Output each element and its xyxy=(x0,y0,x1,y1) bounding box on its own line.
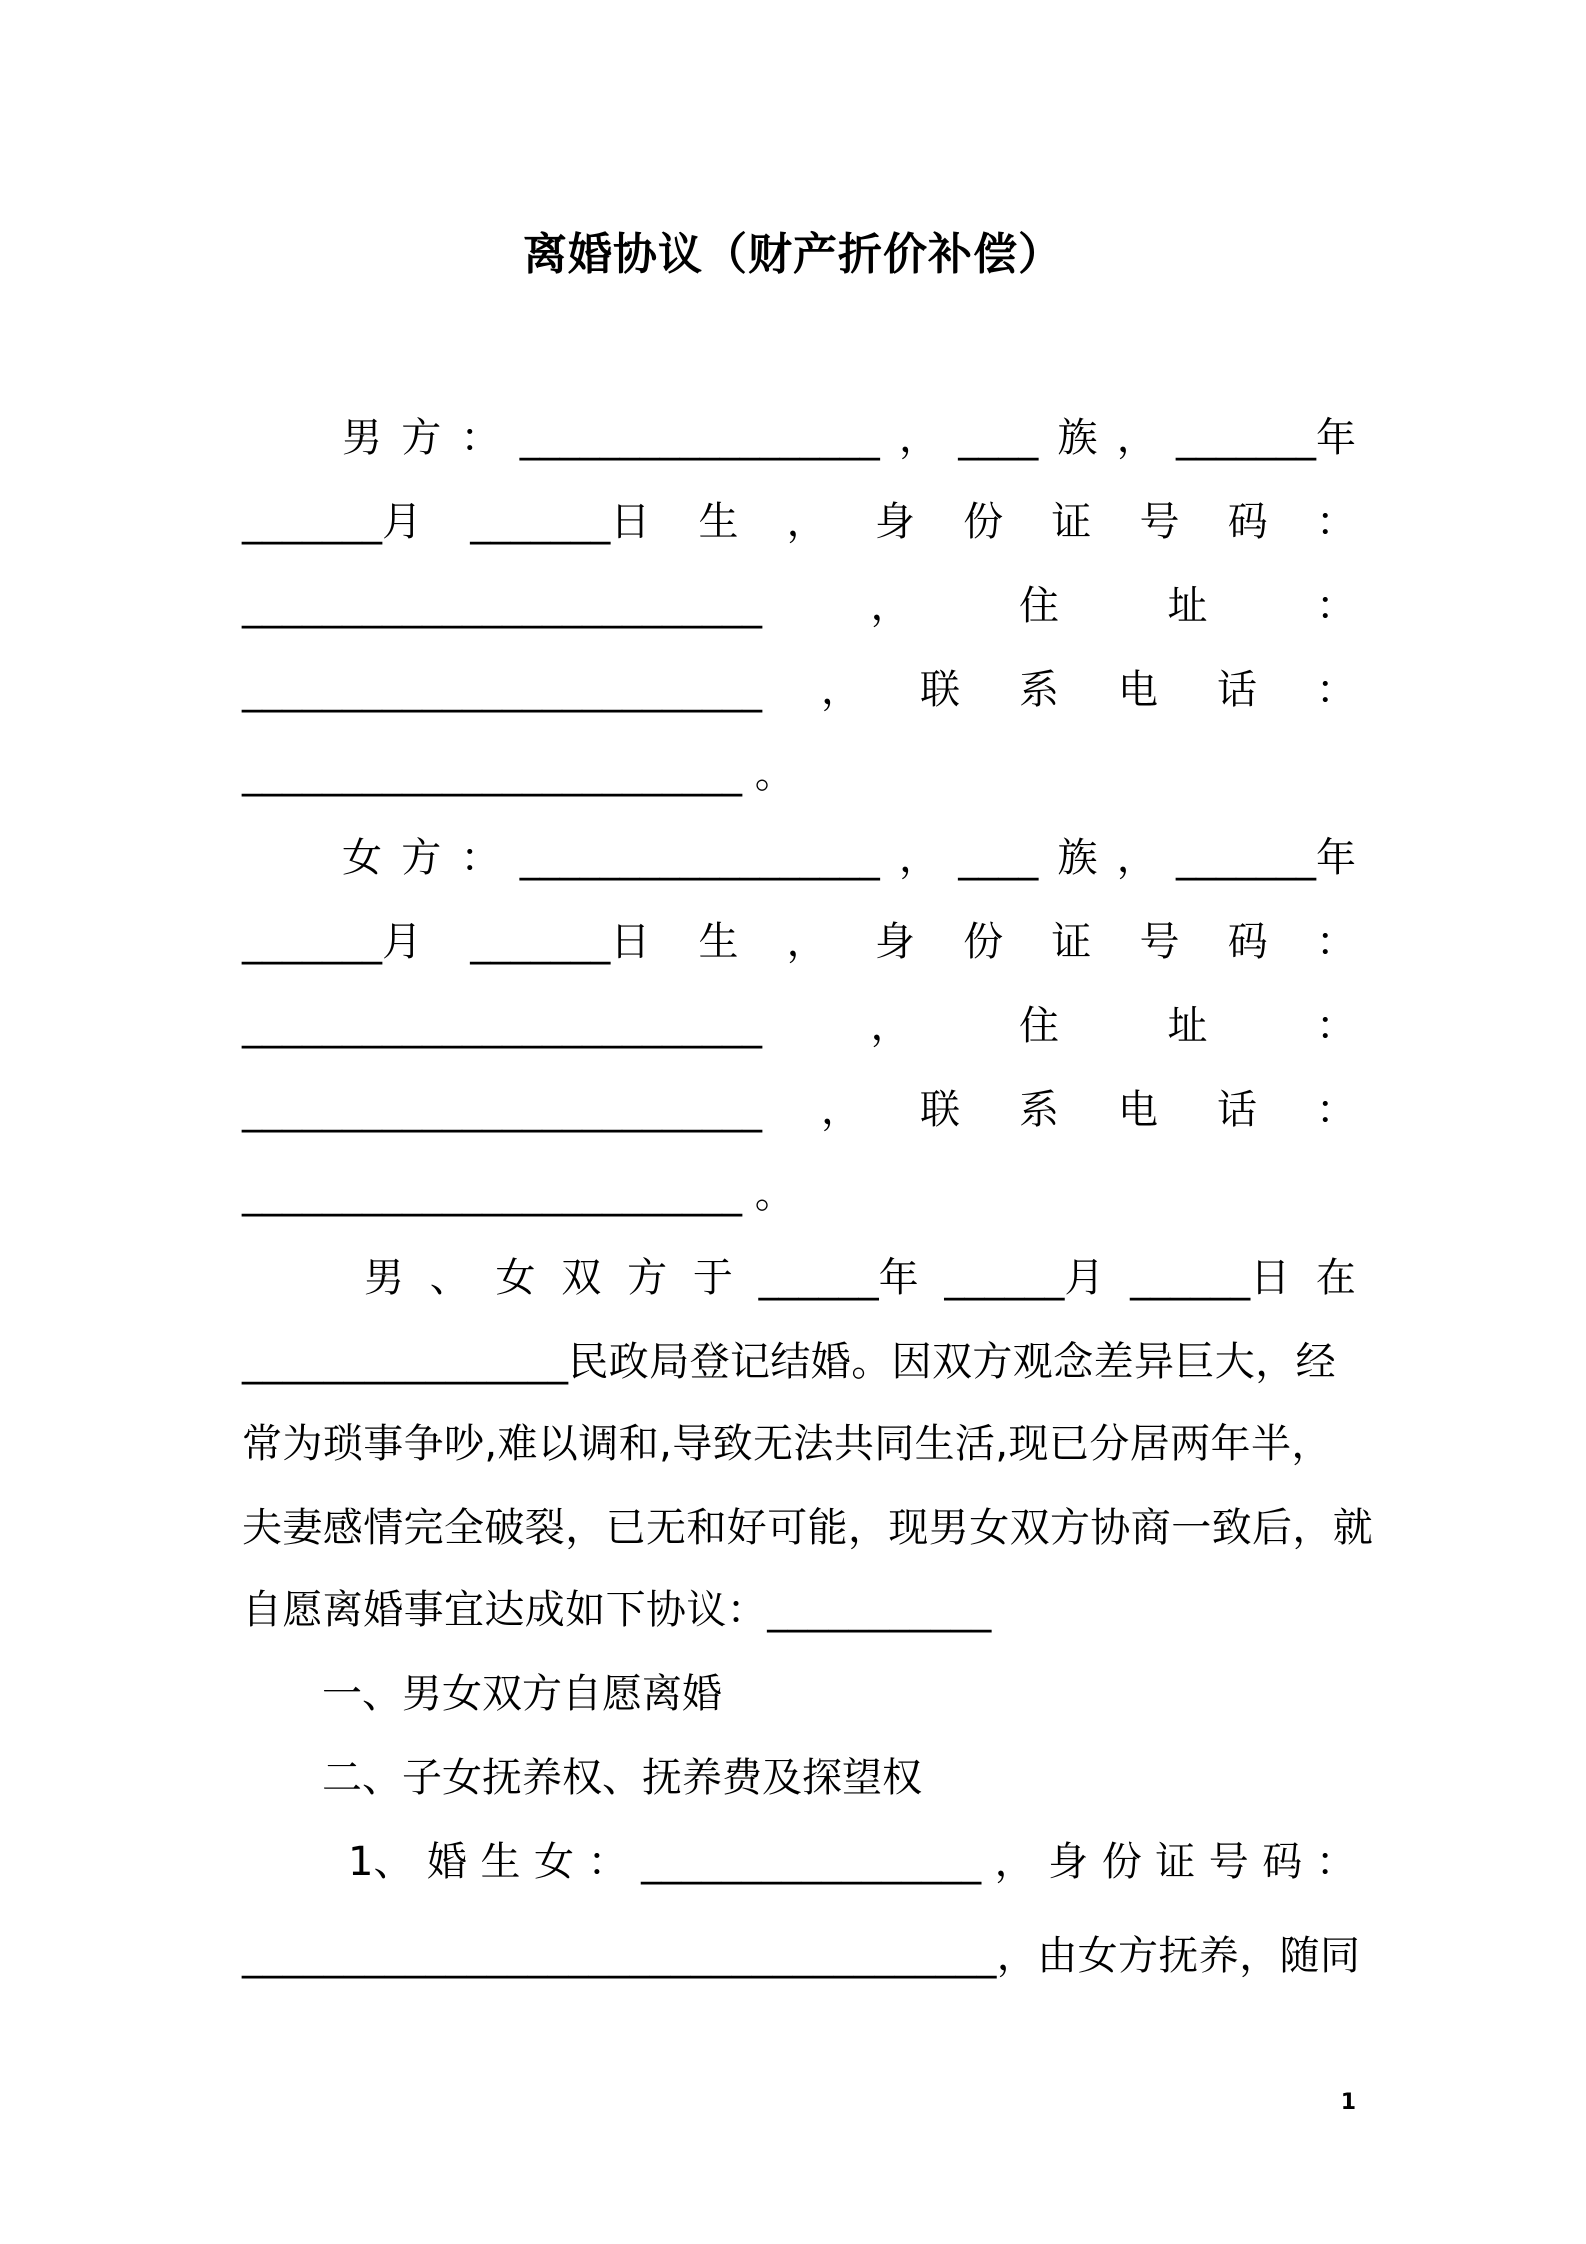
text-token: ： xyxy=(587,1839,628,1885)
text-token: 码 xyxy=(1227,919,1268,965)
text-token: 男 xyxy=(342,415,382,461)
text-token: 于 xyxy=(692,1255,733,1301)
text-token: ， xyxy=(899,835,939,881)
text-token: 生 xyxy=(698,499,739,545)
text-token: 电 xyxy=(1118,1087,1158,1133)
text-token: 女 xyxy=(534,1839,575,1885)
male-info-line-2 xyxy=(242,492,1356,552)
blank-field: ____ xyxy=(958,835,1039,881)
blank-field: _______年 xyxy=(1176,415,1356,461)
marriage-line-1 xyxy=(364,1248,1356,1308)
text-token: 女 xyxy=(495,1255,536,1301)
text-token: 方 xyxy=(401,835,442,881)
text-token: 方 xyxy=(401,415,442,461)
blank-field: ____ xyxy=(958,415,1039,461)
blank-field: _______年 xyxy=(1176,835,1356,881)
text-token: ， xyxy=(1116,835,1157,881)
text-token: 联 xyxy=(920,667,960,713)
text-token: 话 xyxy=(1217,667,1257,713)
child-line-2: _____________________________________，由女方抚养，随同 xyxy=(242,1933,1361,1979)
text-token: 系 xyxy=(1019,667,1059,713)
text-token: 双 xyxy=(561,1255,602,1301)
blank-field: __________________________ xyxy=(242,667,762,713)
blank-field: __________________________ xyxy=(242,1003,762,1049)
text-token: 身 xyxy=(874,919,915,965)
female-info-line-4 xyxy=(242,1080,1356,1140)
child-line-1 xyxy=(348,1832,1356,1892)
text-token: ， xyxy=(994,1839,1035,1885)
text-token: 身 xyxy=(874,499,915,545)
document-title: 离婚协议（财产折价补偿） xyxy=(523,229,1063,280)
text-token: 电 xyxy=(1118,667,1158,713)
text-token: 证 xyxy=(1155,1839,1196,1885)
blank-field: __________________ xyxy=(519,415,880,461)
text-token: 号 xyxy=(1139,499,1180,545)
text-token: 在 xyxy=(1315,1255,1356,1301)
blank-field: _______日 xyxy=(470,919,651,965)
text-token: 女 xyxy=(342,835,382,881)
female-info-line-1 xyxy=(342,828,1356,888)
text-token: 族 xyxy=(1057,415,1098,461)
text-token: ： xyxy=(1316,667,1356,713)
text-token: 号 xyxy=(1139,919,1180,965)
text-token: ： xyxy=(1315,1839,1356,1885)
blank-field: _________________ xyxy=(641,1839,982,1885)
text-token: ： xyxy=(1315,919,1356,965)
text-token: 、 xyxy=(429,1255,470,1301)
blank-field: _______月 xyxy=(242,919,422,965)
text-token: ， xyxy=(786,919,827,965)
text-token: ： xyxy=(460,835,501,881)
text-token: 方 xyxy=(627,1255,668,1301)
male-info-line-4 xyxy=(242,660,1356,720)
text-token: ： xyxy=(460,415,501,461)
text-token: 身 xyxy=(1048,1839,1089,1885)
text-token: ， xyxy=(1116,415,1157,461)
text-token: 址 xyxy=(1167,583,1208,629)
text-token: ， xyxy=(899,415,939,461)
text-token: 号 xyxy=(1208,1839,1249,1885)
text-token: 份 xyxy=(1101,1839,1142,1885)
blank-field: ______年 xyxy=(758,1255,919,1301)
text-token: 份 xyxy=(963,919,1004,965)
male-info-line-3 xyxy=(242,576,1356,636)
text-token: ， xyxy=(870,583,911,629)
page-number: 1 xyxy=(1340,2090,1356,2115)
text-token: ， xyxy=(870,1003,911,1049)
text-token: 住 xyxy=(1019,583,1059,629)
blank-field: ______日 xyxy=(1130,1255,1291,1301)
text-token: 份 xyxy=(963,499,1004,545)
blank-field: ______月 xyxy=(944,1255,1105,1301)
text-token: ， xyxy=(786,499,827,545)
section-heading-1: 一、男女双方自愿离婚 xyxy=(322,1671,722,1717)
marriage-line-5: 自愿离婚事宜达成如下协议：___________ xyxy=(242,1587,992,1633)
marriage-line-4: 夫妻感情完全破裂，已无和好可能，现男女双方协商一致后，就 xyxy=(242,1505,1374,1551)
blank-field: __________________ xyxy=(519,835,880,881)
blank-field: __________________________ xyxy=(242,583,762,629)
text-token: ： xyxy=(1316,1003,1356,1049)
blank-field: __________________________ xyxy=(242,1087,762,1133)
female-info-line-5: _________________________ 。 xyxy=(242,1171,795,1217)
marriage-line-3: 常为琐事争吵,难以调和,导致无法共同生活,现已分居两年半， xyxy=(242,1421,1332,1467)
text-token: 男 xyxy=(364,1255,404,1301)
text-token: 1、 xyxy=(348,1839,414,1885)
text-token: 生 xyxy=(480,1839,521,1885)
blank-field: _______月 xyxy=(242,499,422,545)
male-info-line-5: _________________________ 。 xyxy=(242,751,795,797)
section-heading-2: 二、子女抚养权、抚养费及探望权 xyxy=(322,1755,922,1801)
text-token: ， xyxy=(821,667,861,713)
text-token: 婚 xyxy=(426,1839,467,1885)
text-token: ： xyxy=(1316,1087,1356,1133)
blank-field: _______日 xyxy=(470,499,651,545)
female-info-line-2 xyxy=(242,912,1356,972)
text-token: ， xyxy=(821,1087,861,1133)
text-token: 生 xyxy=(698,919,739,965)
text-token: 证 xyxy=(1051,499,1092,545)
text-token: ： xyxy=(1316,583,1356,629)
text-token: 联 xyxy=(920,1087,960,1133)
marriage-line-2: ________________民政局登记结婚。因双方观念差异巨大，经 xyxy=(242,1339,1336,1385)
text-token: 话 xyxy=(1217,1087,1257,1133)
text-token: 码 xyxy=(1227,499,1268,545)
text-token: ： xyxy=(1315,499,1356,545)
text-token: 族 xyxy=(1057,835,1098,881)
text-token: 系 xyxy=(1019,1087,1059,1133)
text-token: 址 xyxy=(1167,1003,1208,1049)
female-info-line-3 xyxy=(242,996,1356,1056)
text-token: 住 xyxy=(1019,1003,1059,1049)
text-token: 码 xyxy=(1262,1839,1303,1885)
text-token: 证 xyxy=(1051,919,1092,965)
male-info-line-1 xyxy=(342,408,1356,468)
